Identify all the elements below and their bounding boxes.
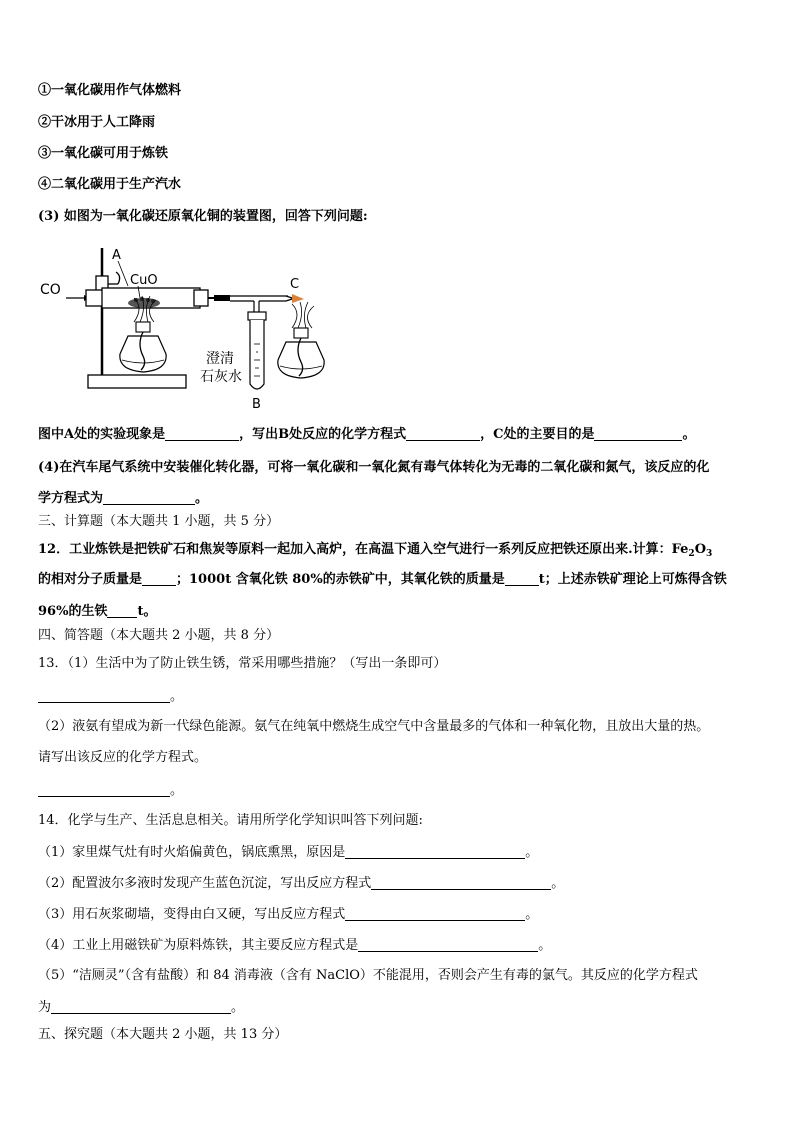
answer-blank-q12-2[interactable] (505, 571, 539, 586)
use-item-3: ③一氧化碳可用于炼铁 (38, 146, 169, 161)
answer-blank-q12-3[interactable] (107, 603, 137, 618)
q14-part-2: （2）配置波尔多液时发现产生蓝色沉淀，写出反应方程式 。 (38, 876, 565, 891)
q14-part-4: （4）工业上用磁铁矿为原料炼铁，其主要反应方程式是 。 (38, 938, 552, 953)
q12-line-3: 96%的生铁 t。 (38, 604, 157, 619)
q13-line-2: （2）液氨有望成为新一代绿色能源。氨气在纯氧中燃烧生成空气中含量最多的气体和一种氧化物，且放出大量的热。 (38, 719, 710, 734)
answer-blank-q14-5[interactable] (51, 999, 231, 1014)
co-label: CO (40, 282, 61, 298)
q14-part-3: （3）用石灰浆砌墙，变得由白又硬，写出反应方程式 。 (38, 907, 539, 922)
q14-part-5-line-2: 为 。 (38, 1000, 245, 1015)
answer-blank-q12-1[interactable] (142, 571, 176, 586)
q4-line-1: (4)在汽车尾气系统中安装催化转化器，可将一氧化碳和一氧化氮有毒气体转化为无毒的二氧化碳和氮气，该反应的化 (38, 460, 710, 475)
label-limewater-2: 石灰水 (200, 369, 242, 385)
alcohol-lamp-right (278, 302, 324, 378)
answer-blank-q14-4[interactable] (358, 937, 538, 952)
answer-blank-q14-1[interactable] (345, 844, 525, 859)
label-cuo: CuO (130, 273, 158, 288)
use-item-2: ②干冰用于人工降雨 (38, 115, 156, 130)
q12-line-2: 的相对分子质量是 ；1000t 含氧化铁 80%的赤铁矿中，其氧化铁的质量是 t；上述赤铁矿理论上可炼得含铁 (38, 572, 727, 587)
q13-line-3: 请写出该反应的化学方程式。 (38, 750, 208, 765)
label-b: B (252, 397, 261, 412)
q14-part-1: （1）家里煤气灶有时火焰偏黄色，锅底熏黑，原因是 。 (38, 845, 539, 860)
answer-blank-q4[interactable] (103, 490, 195, 505)
answer-blank-q13-1[interactable] (38, 688, 170, 703)
label-a: A (112, 248, 121, 263)
section-5-heading: 五、探究题（本大题共 2 小题，共 13 分） (38, 1027, 288, 1042)
test-tube-b (250, 320, 264, 389)
q14-intro: 14．化学与生产、生活息息相关。请用所学化学知识叫答下列问题: (38, 813, 423, 828)
label-limewater-1: 澄清 (206, 351, 234, 367)
answer-blank-q14-3[interactable] (345, 906, 525, 921)
q12-line-1: 12．工业炼铁是把铁矿石和焦炭等原料一起加入高炉，在高温下通入空气进行一系列反应把铁还原出来.计算：$Fe_2O_3$ (38, 542, 713, 559)
flame-c (292, 294, 304, 303)
apparatus-figure (36, 244, 336, 414)
use-item-4: ④二氧化碳用于生产汽水 (38, 177, 182, 192)
answer-blank-c[interactable] (594, 426, 682, 441)
q13-answer-2: 。 (38, 782, 183, 800)
answer-blank-b[interactable] (406, 426, 480, 441)
q3-intro: (3) 如图为一氧化碳还原氧化铜的装置图，回答下列问题: (38, 209, 368, 224)
answer-blank-a[interactable] (165, 426, 239, 441)
q14-part-5-line-1: （5）“洁厕灵”（含有盐酸）和 84 消毒液（含有 NaClO）不能混用，否则会产生有毒的氯气。其反应的化学方程式 (38, 968, 698, 983)
q13-line-1: 13．（1）生活中为了防止铁生锈，常采用哪些措施？（写出一条即可） (38, 656, 447, 671)
answer-blank-q13-2[interactable] (38, 782, 170, 797)
q13-answer-1: 。 (38, 688, 183, 706)
use-item-1: ①一氧化碳用作气体燃料 (38, 83, 182, 98)
section-4-heading: 四、简答题（本大题共 2 小题，共 8 分） (38, 628, 280, 643)
label-c: C (290, 277, 300, 292)
section-3-heading: 三、计算题（本大题共 1 小题，共 5 分） (38, 514, 280, 529)
q3-question-line: 图中A处的实验现象是 ，写出B处反应的化学方程式 ，C处的主要目的是 。 (38, 427, 696, 442)
q4-line-2: 学方程式为 。 (38, 491, 209, 506)
stand-base (88, 375, 186, 388)
answer-blank-q14-2[interactable] (371, 875, 551, 890)
